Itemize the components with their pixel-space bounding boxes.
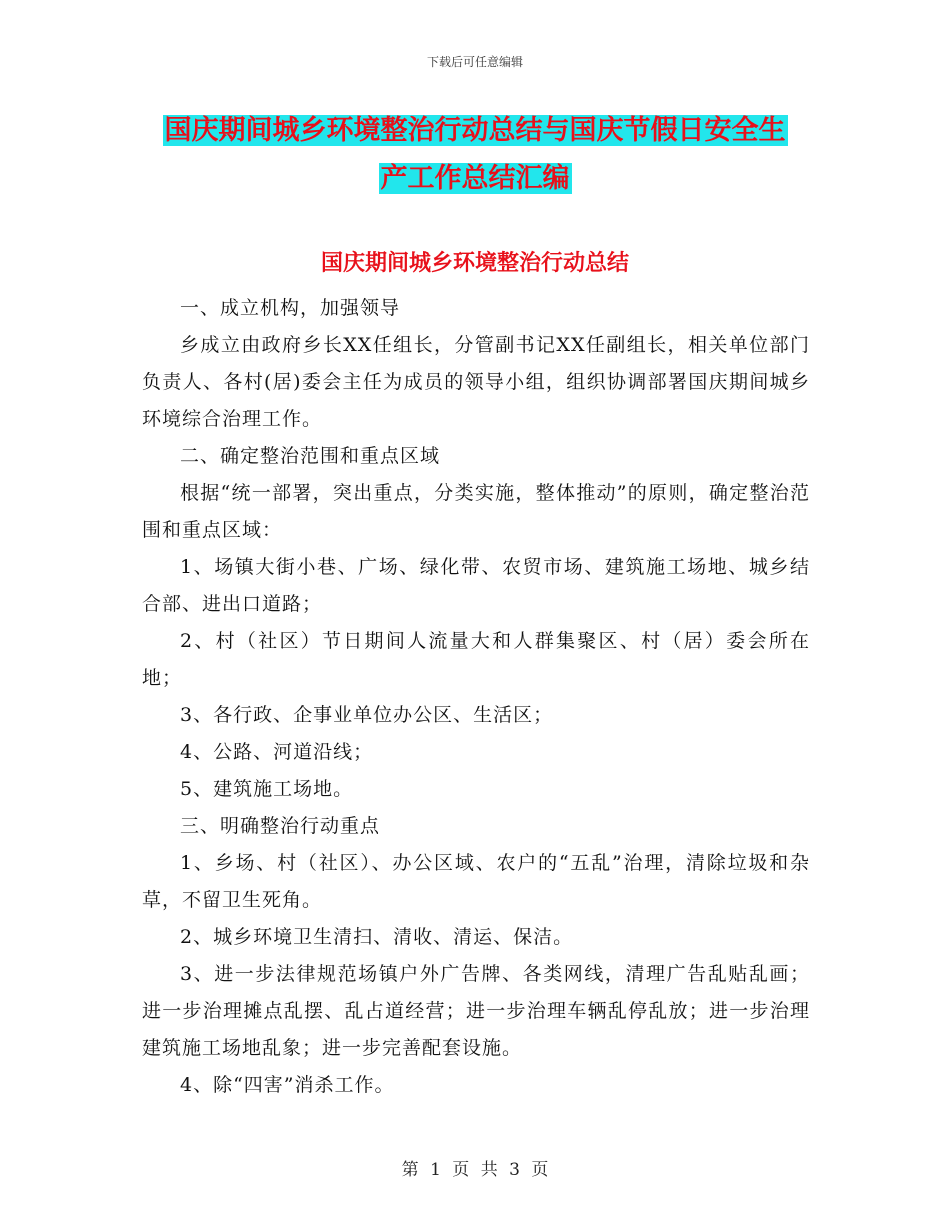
page-footer: 第 1 页 共 3 页 — [401, 1160, 549, 1180]
body-text — [142, 290, 810, 1104]
list-item-area-5: 5、建筑施工场地。 — [180, 778, 354, 800]
list-item-area-2: 2、村（社区）节日期间人流量大和人群集聚区、村（居）委会所在地； — [142, 630, 810, 689]
list-item-focus-4: 4、除“四害”消杀工作。 — [180, 1074, 395, 1096]
paragraph-principles: 根据“统一部署，突出重点，分类实施，整体推动”的原则，确定整治范围和重点区域： — [142, 482, 810, 541]
document-title-line-1-text: 国庆期间城乡环境整治行动总结与国庆节假日安全生 — [164, 115, 786, 146]
list-item-focus-2: 2、城乡环境卫生清扫、清收、清运、保洁。 — [180, 926, 574, 948]
document-title-line-1 — [0, 107, 950, 155]
list-item-focus-1: 1、乡场、村（社区）、办公区域、农户的“五乱”治理，清除垃圾和杂草，不留卫生死角。 — [142, 852, 810, 911]
header-note: 下载后可任意编辑 — [426, 55, 523, 69]
document-title-line-2-text: 产工作总结汇编 — [380, 163, 570, 194]
list-item-area-1: 1、场镇大街小巷、广场、绿化带、农贸市场、建筑施工场地、城乡结合部、进出口道路； — [142, 556, 810, 615]
paragraph-leadership-group: 乡成立由政府乡长XX任组长，分管副书记XX任副组长，相关单位部门负责人、各村(居)委会主任为成员的领导小组，组织协调部署国庆期间城乡环境综合治理工作。 — [142, 334, 810, 430]
heading-scope-and-areas: 二、确定整治范围和重点区域 — [180, 445, 441, 467]
section-title: 国庆期间城乡环境整治行动总结 — [320, 251, 629, 276]
heading-establish-organization: 一、成立机构，加强领导 — [180, 297, 401, 319]
document-title — [0, 107, 950, 203]
list-item-area-4: 4、公路、河道沿线； — [180, 741, 374, 763]
document-title-line-2 — [0, 155, 950, 203]
list-item-focus-3: 3、进一步法律规范场镇户外广告牌、各类网线，清理广告乱贴乱画；进一步治理摊点乱摆、乱占道经营；进一步治理车辆乱停乱放；进一步治理建筑施工场地乱象；进一步完善配套设施。 — [142, 963, 810, 1059]
heading-action-focus: 三、明确整治行动重点 — [180, 815, 381, 837]
list-item-area-3: 3、各行政、企事业单位办公区、生活区； — [180, 704, 554, 726]
